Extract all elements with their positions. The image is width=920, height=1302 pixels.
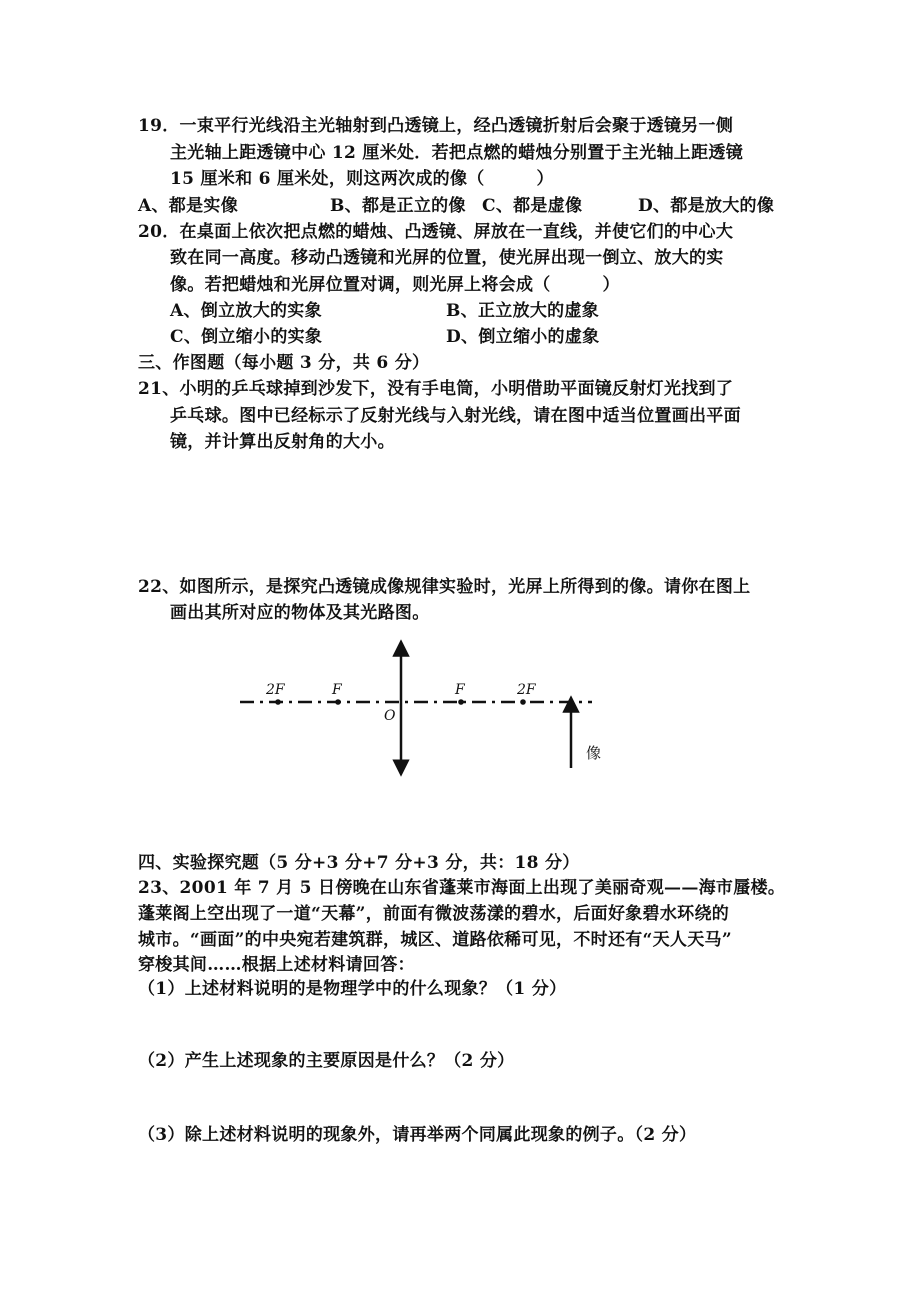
q19-line3: 15 厘米和 6 厘米处，则这两次成的像（ ）: [170, 169, 554, 189]
q19-option-a: A、都是实像: [138, 196, 238, 216]
label-f-left: F: [332, 682, 342, 698]
point-2f-right: [520, 699, 526, 705]
q23-sub3: （3）除上述材料说明的现象外，请再举两个同属此现象的例子。（2 分）: [138, 1125, 697, 1145]
q20-line3: 像。若把蜡烛和光屏位置对调，则光屏上将会成（ ）: [170, 275, 620, 295]
q23-line4: 穿梭其间……根据上述材料请回答：: [138, 955, 415, 975]
q23-line3: 城市。“画面”的中央宛若建筑群，城区、道路依稀可见，不时还有“天人天马”: [138, 930, 732, 950]
q19-option-c: C、都是虚像: [482, 196, 583, 216]
label-2f-right: 2F: [517, 682, 536, 698]
section4-title: 四、实验探究题（5 分+3 分+7 分+3 分，共：18 分）: [138, 853, 580, 873]
q23-line1: 23、2001 年 7 月 5 日傍晚在山东省蓬莱市海面上出现了美丽奇观——海市蜃楼。: [138, 878, 786, 898]
label-f-right: F: [455, 682, 465, 698]
q20-option-d: D、倒立缩小的虚象: [446, 327, 600, 347]
q21-line3: 镜，并计算出反射角的大小。: [170, 432, 395, 452]
q22-line1: 22、如图所示，是探究凸透镜成像规律实验时，光屏上所得到的像。请你在图上: [138, 577, 751, 597]
q21-line1: 21、小明的乒乓球掉到沙发下，没有手电筒，小明借助平面镜反射灯光找到了: [138, 379, 734, 399]
q22-line2: 画出其所对应的物体及其光路图。: [170, 603, 430, 623]
label-2f-left: 2F: [266, 682, 285, 698]
label-o: O: [384, 708, 396, 724]
q20-option-a: A、倒立放大的实象: [170, 301, 322, 321]
q23-sub1: （1）上述材料说明的是物理学中的什么现象？（1 分）: [138, 979, 567, 999]
q23-sub2: （2）产生上述现象的主要原因是什么？（2 分）: [138, 1051, 515, 1071]
label-image: 像: [586, 744, 602, 762]
q20-line1: 20．在桌面上依次把点燃的蜡烛、凸透镜、屏放在一直线，并使它们的中心大: [138, 222, 734, 242]
point-2f-left: [275, 699, 281, 705]
point-f-right: [458, 699, 464, 705]
section3-title: 三、作图题（每小题 3 分，共 6 分）: [138, 353, 430, 373]
q20-option-c: C、倒立缩小的实象: [170, 327, 323, 347]
q19-option-b: B、都是正立的像: [330, 196, 466, 216]
q20-option-b: B、正立放大的虚象: [446, 301, 600, 321]
convex-lens-diagram: [230, 630, 610, 780]
q19-line2: 主光轴上距透镜中心 12 厘米处．若把点燃的蜡烛分别置于主光轴上距透镜: [170, 143, 743, 163]
point-f-left: [335, 699, 341, 705]
q20-line2: 致在同一高度。移动凸透镜和光屏的位置，使光屏出现一倒立、放大的实: [170, 248, 724, 268]
q23-line2: 蓬莱阁上空出现了一道“天幕”，前面有微波荡漾的碧水，后面好象碧水环绕的: [138, 904, 730, 924]
q19-line1: 19．一束平行光线沿主光轴射到凸透镜上，经凸透镜折射后会聚于透镜另一侧: [138, 116, 734, 136]
q21-line2: 乒乓球。图中已经标示了反射光线与入射光线，请在图中适当位置画出平面: [170, 406, 741, 426]
q19-option-d: D、都是放大的像: [638, 196, 775, 216]
